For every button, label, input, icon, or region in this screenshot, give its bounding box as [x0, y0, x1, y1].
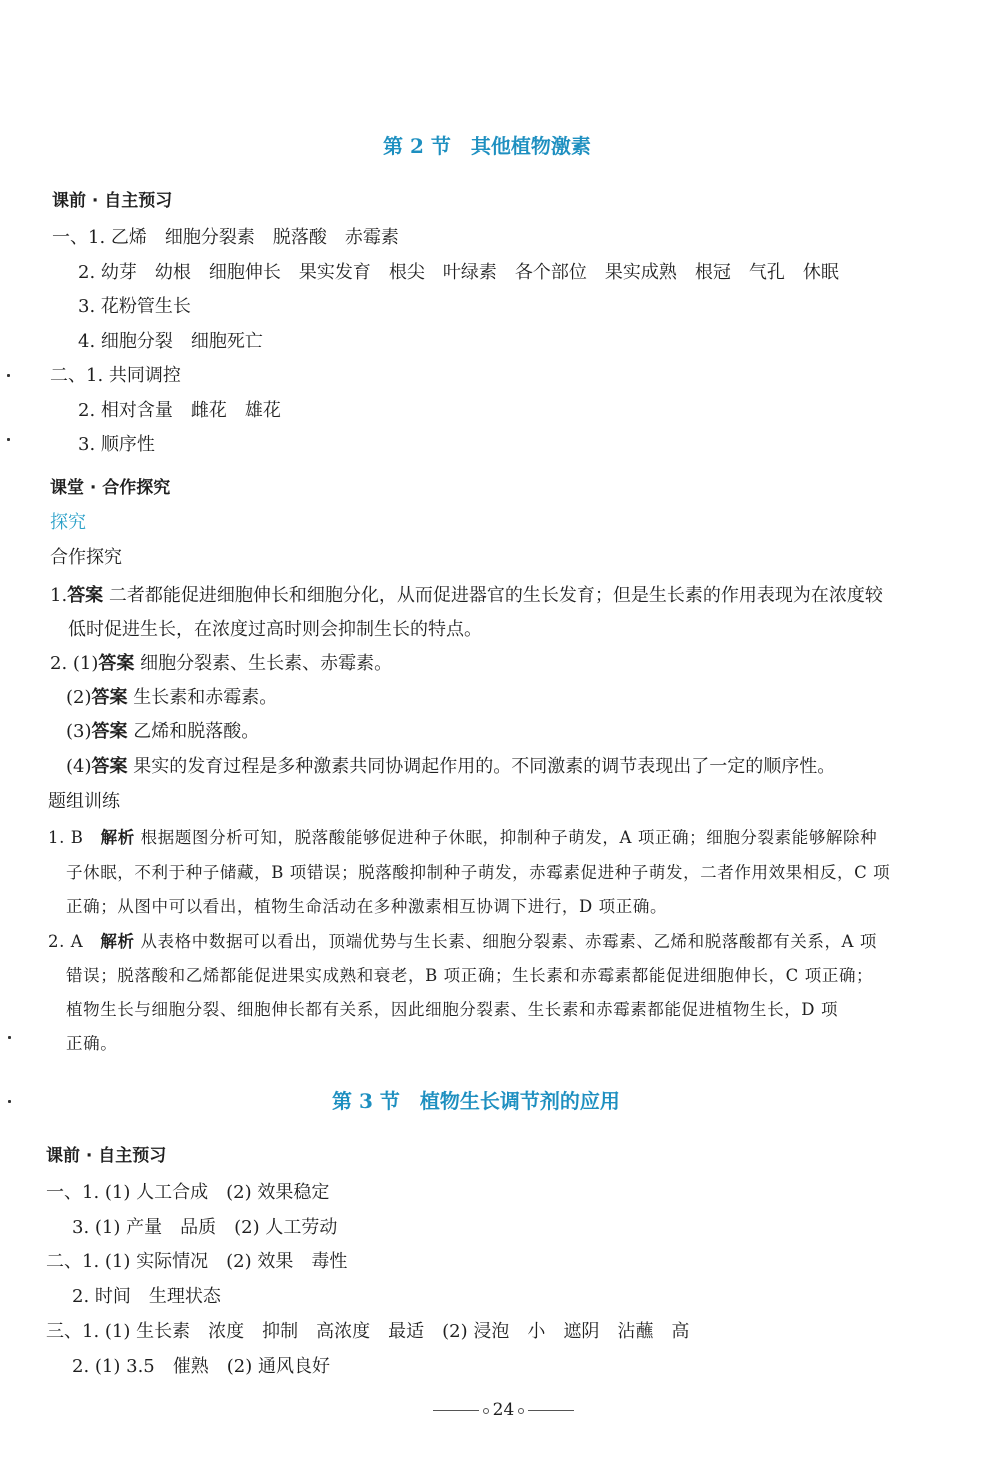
- coop-label: 合作探究: [50, 547, 122, 568]
- answer-line: 2. 时间 生理状态: [72, 1286, 221, 1307]
- answer-line: 4. 细胞分裂 细胞死亡: [78, 331, 263, 352]
- analysis-line: 植物生长与细胞分裂、细胞伸长都有关系，因此细胞分裂素、生长素和赤霉素都能促进植物生长，D 项: [66, 1000, 839, 1019]
- subsection-heading: 课前 · 自主预习: [46, 1146, 167, 1166]
- scan-mark: [8, 1036, 11, 1039]
- scan-mark: [7, 438, 10, 441]
- answer-line: 2. 幼芽 幼根 细胞伸长 果实发育 根尖 叶绿素 各个部位 果实成熟 根冠 气孔 休眠: [78, 262, 839, 283]
- scan-mark: [7, 374, 10, 377]
- analysis-line: 正确。: [66, 1034, 118, 1053]
- answer-item: (3)答案 乙烯和脱落酸。: [66, 721, 260, 742]
- answer-line: 3. 花粉管生长: [78, 296, 191, 317]
- answer-tag: 答案: [91, 721, 128, 742]
- scan-mark: [8, 1100, 11, 1103]
- subsection-heading: 课前 · 自主预习: [52, 191, 173, 211]
- explore-label: 探究: [50, 512, 86, 533]
- answer-item: 1.答案 二者都能促进细胞伸长和细胞分化，从而促进器官的生长发育；但是生长素的作用表现为在浓度较: [50, 585, 883, 606]
- answer-tag: 答案: [91, 756, 128, 777]
- analysis-line: 错误；脱落酸和乙烯都能促进果实成熟和衰老，B 项正确；生长素和赤霉素都能促进细胞伸长，C 项正确；: [66, 966, 874, 985]
- page-footer: [0, 1400, 1007, 1420]
- answer-line: 一、1. 乙烯 细胞分裂素 脱落酸 赤霉素: [52, 227, 399, 248]
- section-title: 第 3 节 植物生长调节剂的应用: [332, 1089, 620, 1113]
- analysis-tag: 解析: [100, 828, 135, 847]
- footer-rule: [433, 1410, 479, 1411]
- analysis-item: 1. B 解析 根据题图分析可知，脱落酸能够促进种子休眠，抑制种子萌发，A 项正确；细胞分裂素能够解除种: [48, 828, 878, 847]
- answer-item: (4)答案 果实的发育过程是多种激素共同协调起作用的。不同激素的调节表现出了一定的顺序性。: [66, 756, 836, 777]
- footer-dot-icon: [483, 1408, 489, 1414]
- group-label: 题组训练: [48, 791, 120, 812]
- analysis-line: 子休眠，不利于种子储藏，B 项错误；脱落酸抑制种子萌发，赤霉素促进种子萌发，二者作用效果相反，C 项: [66, 863, 891, 882]
- answer-tag: 答案: [98, 653, 135, 674]
- answer-line: 低时促进生长，在浓度过高时则会抑制生长的特点。: [68, 619, 482, 640]
- footer-rule: [528, 1410, 574, 1411]
- analysis-item: 2. A 解析 从表格中数据可以看出，顶端优势与生长素、细胞分裂素、赤霉素、乙烯和脱落酸都有关系，A 项: [48, 932, 878, 951]
- answer-line: 3. (1) 产量 品质 (2) 人工劳动: [72, 1217, 338, 1238]
- answer-tag: 答案: [67, 585, 104, 606]
- page-number: 24: [492, 1400, 515, 1420]
- footer-dot-icon: [518, 1408, 524, 1414]
- analysis-tag: 解析: [100, 932, 135, 951]
- answer-tag: 答案: [91, 687, 128, 708]
- subsection-heading: 课堂 · 合作探究: [50, 478, 171, 498]
- answer-line: 一、1. (1) 人工合成 (2) 效果稳定: [46, 1182, 330, 1203]
- analysis-line: 正确；从图中可以看出，植物生命活动在多种激素相互协调下进行，D 项正确。: [66, 897, 668, 916]
- answer-line: 二、1. 共同调控: [50, 365, 181, 386]
- answer-line: 二、1. (1) 实际情况 (2) 效果 毒性: [46, 1251, 348, 1272]
- answer-item: 2. (1)答案 细胞分裂素、生长素、赤霉素。: [50, 653, 393, 674]
- answer-line: 3. 顺序性: [78, 434, 155, 455]
- section-title: 第 2 节 其他植物激素: [383, 134, 591, 158]
- answer-line: 三、1. (1) 生长素 浓度 抑制 高浓度 最适 (2) 浸泡 小 遮阴 沾蘸 高: [46, 1321, 690, 1342]
- answer-line: 2. 相对含量 雌花 雄花: [78, 400, 281, 421]
- answer-line: 2. (1) 3.5 催熟 (2) 通风良好: [72, 1356, 330, 1377]
- answer-item: (2)答案 生长素和赤霉素。: [66, 687, 278, 708]
